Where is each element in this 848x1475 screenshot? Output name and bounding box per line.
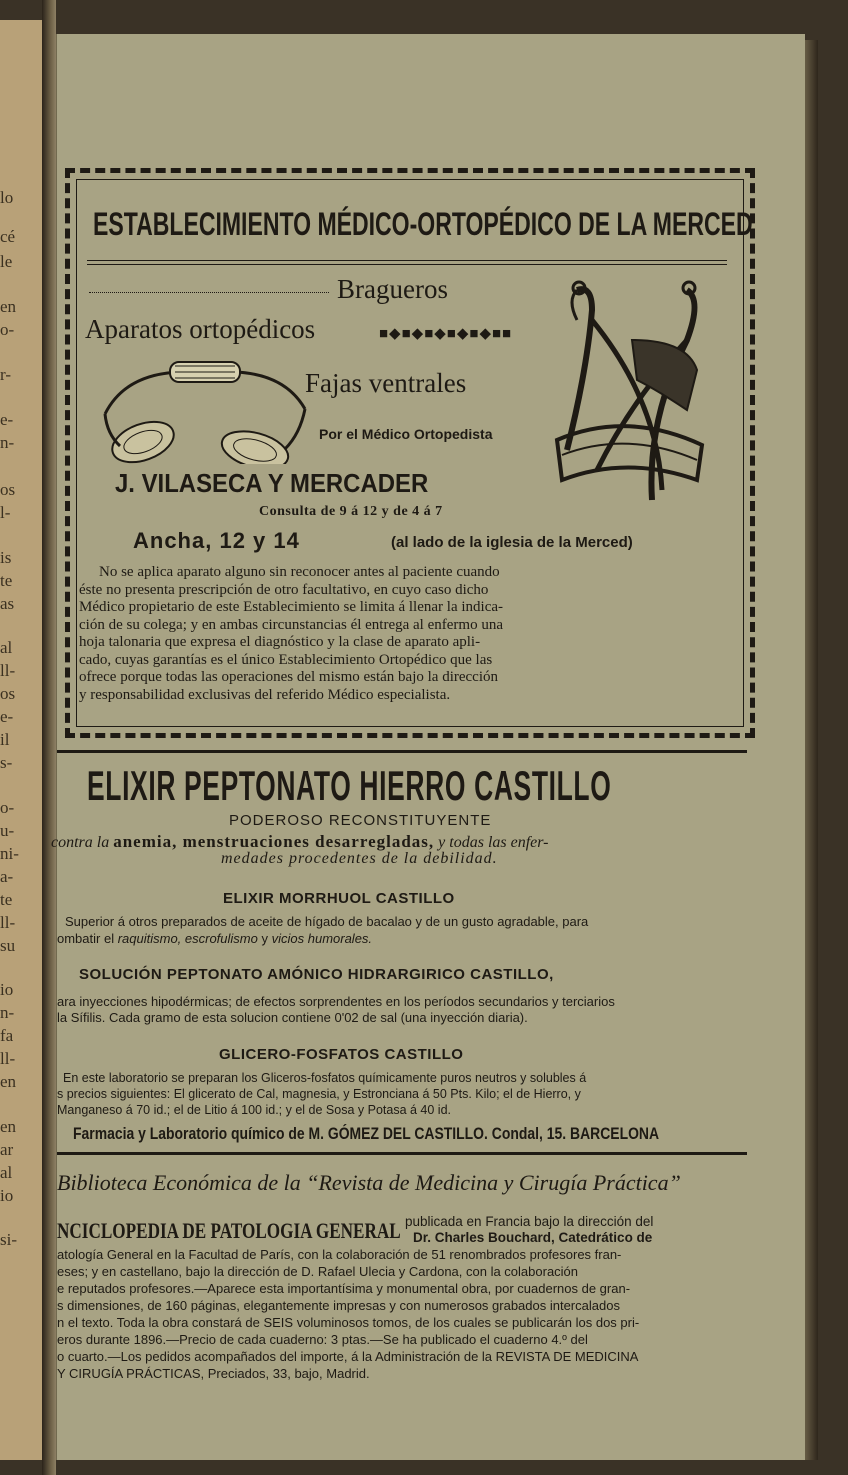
- ad1-body-line: éste no presenta prescripción de otro facultativo, en cuyo caso dicho: [79, 581, 489, 598]
- left-page-fragment: ar: [0, 1140, 14, 1159]
- ad1-body-line: Médico propietario de este Establecimiento se limita á llenar la indica-: [79, 599, 504, 615]
- left-page-fragment: e-: [0, 410, 14, 429]
- left-page-fragment: u-: [0, 821, 15, 840]
- address-label: Ancha, 12 y 14: [133, 528, 300, 553]
- enciclopedia-title: NCICLOPEDIA DE PATOLOGIA GENERAL: [57, 1218, 401, 1243]
- left-page-fragment: os: [0, 684, 16, 703]
- left-page-fragment: al: [0, 638, 13, 657]
- enc-line: o cuarto.—Los pedidos acompañados del importe, á la Administración de la REVISTA DE MEDICINA: [57, 1349, 639, 1364]
- glicero-line2: s precios siguientes: El glicerato de Cal, magnesia, y Estronciana á 50 Pts. Kilo; el de Hierro, y: [57, 1087, 581, 1101]
- enc-line: eros durante 1896.—Precio de cada cuaderno: 3 ptas.—Se ha publicado el cuaderno 4.º del: [57, 1332, 588, 1347]
- enc-line: n el texto. Toda la obra constará de SEIS voluminosos tomos, de los cuales se publicarán los dos pri-: [57, 1315, 640, 1330]
- section-divider: [57, 750, 747, 753]
- practitioner-name: J. VILASECA Y MERCADER: [115, 468, 429, 498]
- morrhuol-title: ELIXIR MORRHUOL CASTILLO: [223, 890, 455, 907]
- left-page-margin: [0, 20, 44, 1460]
- left-page-fragment: io: [0, 1186, 14, 1205]
- solucion-line2: la Sífilis. Cada gramo de esta solucion contiene 0'02 de sal (una inyección diaria).: [57, 1010, 528, 1025]
- glicero-line3: Manganeso á 70 id.; el de Litio á 100 id.; y el de Sosa y Potasa á 40 id.: [57, 1103, 452, 1117]
- left-page-fragment: is: [0, 548, 12, 567]
- decorative-ornament: ■◆■◆■◆■◆■◆■■: [379, 326, 513, 342]
- enc-line: eses; y en castellano, bajo la dirección de D. Rafael Ulecia y Cardona, con la colaboración: [57, 1264, 579, 1279]
- left-page-fragment: ll-: [0, 913, 16, 932]
- ad1-title-rule: [87, 260, 727, 261]
- ad1-title-rule-2: [87, 264, 727, 265]
- morrhuol-line2-italic-2: vicios humorales.: [271, 931, 373, 946]
- left-page-fragment: io: [0, 980, 14, 999]
- left-page-fragment: si-: [0, 1230, 17, 1249]
- morrhuol-line2-mid: y: [261, 931, 268, 946]
- left-page-fragment: o-: [0, 320, 15, 339]
- morrhuol-line1: Superior á otros preparados de aceite de hígado de bacalao y de un gusto agradable, para: [65, 914, 589, 929]
- left-page-fragment: as: [0, 594, 15, 613]
- left-page-fragment: en: [0, 1117, 17, 1136]
- aparatos-label: Aparatos ortopédicos: [85, 314, 316, 344]
- ad2-contra-pre: contra la: [51, 834, 110, 851]
- address-note: (al lado de la iglesia de la Merced): [391, 534, 633, 551]
- por-medico-label: Por el Médico Ortopedista: [319, 426, 493, 442]
- orthopedic-brace-illustration: [537, 280, 717, 520]
- enc-line: Dr. Charles Bouchard, Catedrático de: [413, 1230, 653, 1245]
- ad2-contra-post: y todas las enfer-: [438, 834, 549, 851]
- ad2-contra-line2: medades procedentes de la debilidad.: [221, 850, 498, 867]
- ad1-body-line: No se aplica aparato alguno sin reconocer antes al paciente cuando: [99, 564, 500, 580]
- enc-line: Y CIRUGÍA PRÁCTICAS, Preciados, 33, bajo, Madrid.: [57, 1366, 370, 1381]
- left-page-fragment: a-: [0, 867, 14, 886]
- consulta-hours: Consulta de 9 á 12 y de 4 á 7: [259, 504, 443, 519]
- left-page-fragment: en: [0, 297, 17, 316]
- bragueros-label: Bragueros: [337, 274, 448, 304]
- morrhuol-line2-pre: ombatir el: [57, 931, 115, 946]
- ad1-body-line: ción de su colega; y en ambas circunstancias él entrega al enfermo una: [79, 616, 503, 633]
- left-page-fragment: fa: [0, 1026, 14, 1045]
- left-page-fragment: o-: [0, 798, 15, 817]
- left-page-fragment: ni-: [0, 844, 19, 863]
- ad2-contra-line: [51, 832, 549, 852]
- morrhuol-line2-italic: raquitismo, escrofulismo: [117, 931, 258, 946]
- book-gutter: [42, 0, 56, 1475]
- morrhuol-line2: [57, 931, 372, 946]
- solucion-line1: ara inyecciones hipodérmicas; de efectos sorprendentes en los períodos secundarios y terciarios: [57, 994, 615, 1009]
- glicero-line1: En este laboratorio se preparan los Gliceros-fosfatos químicamente puros neutros y solubles á: [63, 1071, 587, 1085]
- ad2-subtitle: PODEROSO RECONSTITUYENTE: [229, 812, 492, 829]
- page-edge: [804, 40, 818, 1460]
- left-page-fragment: le: [0, 252, 13, 271]
- left-page-fragment: ll-: [0, 661, 16, 680]
- ad2-contra-bold: anemia, menstruaciones desarregladas,: [113, 832, 435, 851]
- farmacia-address: Farmacia y Laboratorio químico de M. GÓMEZ DEL CASTILLO. Condal, 15. BARCELONA: [73, 1124, 660, 1143]
- left-page-fragment: il: [0, 730, 10, 749]
- left-page-fragment: n-: [0, 1003, 15, 1022]
- left-page-fragment: os: [0, 480, 16, 499]
- enc-line: e reputados profesores.—Aparece esta importantísima y monumental obra, por cuadernos de gran-: [57, 1281, 631, 1296]
- ad1-body-line: hoja talonaria que expresa el diagnóstico y la clase de aparato apli-: [79, 634, 481, 650]
- left-page-fragment: en: [0, 1072, 17, 1091]
- enc-line: atología General en la Facultad de París, con la colaboración de 51 renombrados profesores fran-: [57, 1247, 622, 1262]
- bragueros-leader: [89, 292, 329, 293]
- truss-illustration: [85, 354, 317, 464]
- ad1-body-line: ofrece porque todas las operaciones del mismo están bajo la dirección: [79, 669, 499, 685]
- left-page-fragment: l-: [0, 503, 11, 522]
- left-page-fragment: lo: [0, 188, 14, 207]
- biblioteca-heading: Biblioteca Económica de la “Revista de Medicina y Cirugía Práctica”: [57, 1170, 681, 1195]
- fajas-label: Fajas ventrales: [305, 368, 467, 398]
- left-page-fragment: su: [0, 936, 16, 955]
- section-divider-2: [57, 1152, 747, 1155]
- left-page-fragment: n-: [0, 433, 15, 452]
- glicero-title: GLICERO-FOSFATOS CASTILLO: [219, 1046, 464, 1063]
- ad2-title: ELIXIR PEPTONATO HIERRO CASTILLO: [87, 762, 612, 809]
- ad1-body-line: cado, cuyas garantías es el único Establecimiento Ortopédico que las: [79, 651, 493, 668]
- left-page-fragment: te: [0, 890, 13, 909]
- left-page-fragment: r-: [0, 365, 11, 384]
- left-page-fragment: s-: [0, 753, 13, 772]
- enc-line: s dimensiones, de 160 páginas, elegantemente impresas y con numerosos grabados intercalados: [57, 1298, 620, 1313]
- left-page-fragment: al: [0, 1163, 13, 1182]
- advertisement-page: [51, 34, 805, 1460]
- enc-line: publicada en Francia bajo la dirección del: [405, 1214, 654, 1229]
- solucion-title: SOLUCIÓN PEPTONATO AMÓNICO HIDRARGIRICO CASTILLO,: [79, 966, 554, 983]
- left-page-fragment: cé: [0, 227, 16, 246]
- ad1-body: [79, 564, 701, 704]
- ad1-title: ESTABLECIMIENTO MÉDICO-ORTOPÉDICO DE LA MERCED: [93, 206, 753, 242]
- left-page-fragment: e-: [0, 707, 14, 726]
- left-page-fragment: ll-: [0, 1049, 16, 1068]
- left-page-fragment: te: [0, 571, 13, 590]
- ad1-body-line: y responsabilidad exclusivas del referido Médico especialista.: [79, 686, 451, 703]
